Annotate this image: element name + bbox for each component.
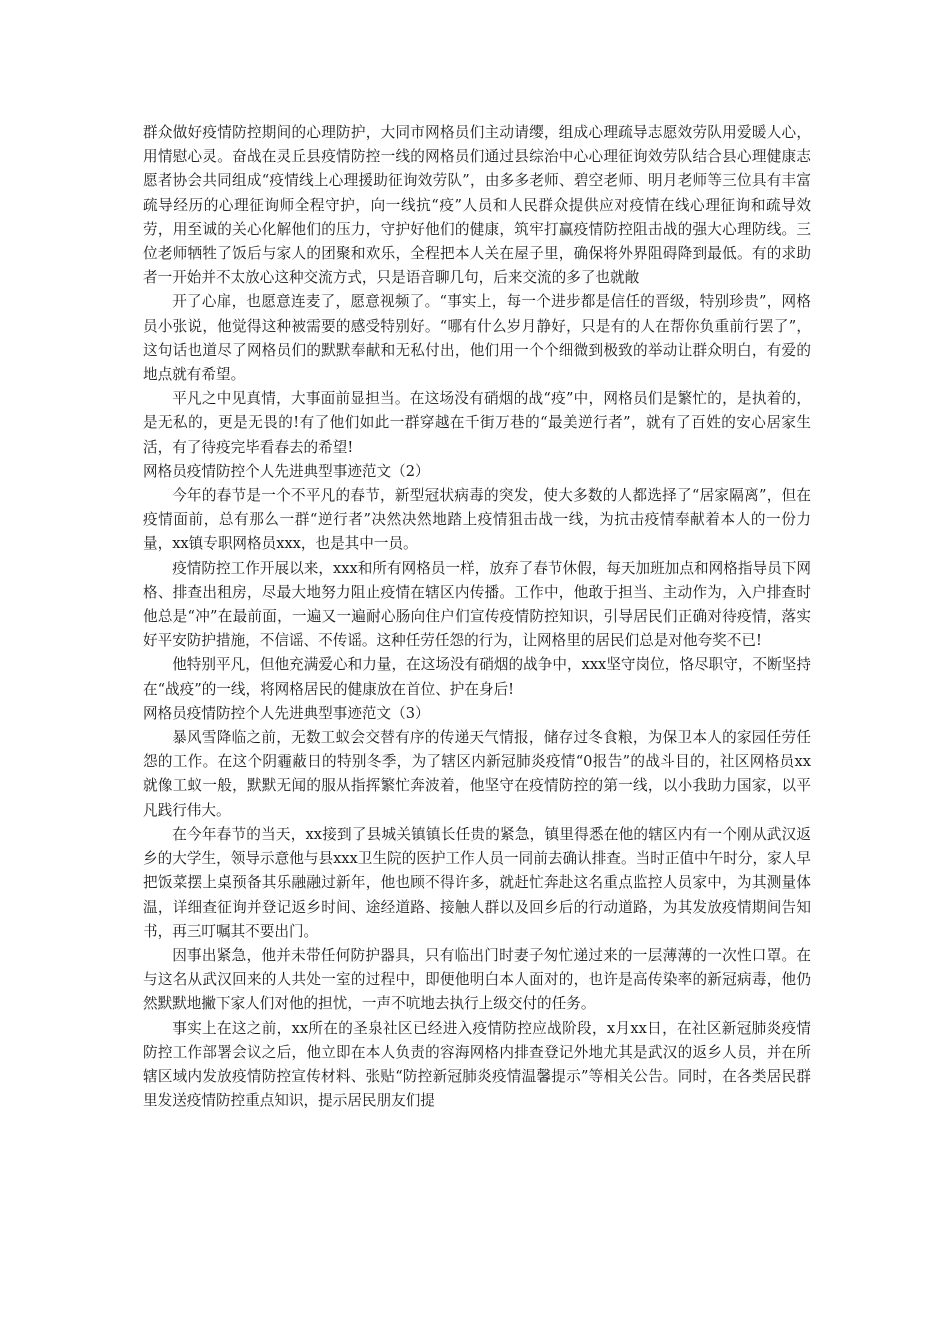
paragraph-7: 暴风雪降临之前，无数工蚁会交替有序的传递天气情报，储存过冬食粮，为保卫本人的家园任劳任怨的工作。在这个阴霾蔽日的特别冬季，为了辖区内新冠肺炎疫情“0报告”的战斗目的，社区网格员xx就像工蚁一般，默默无闻的服从指挥繁忙奔波着，他坚守在疫情防控的第一线，以小我助力国家，以平凡践行伟大。 (143, 729, 811, 819)
paragraph-10: 事实上在这之前，xx所在的圣泉社区已经进入疫情防控应战阶段，x月xx日，在社区新冠肺炎疫情防控工作部署会议之后，他立即在本人负责的容海网格内排查登记外地尤其是武汉的返乡人员，并在所辖区域内发放疫情防控宣传材料、张贴“防控新冠肺炎疫情温馨提示”等相关公告。同时，在各类居民群里发送疫情防控重点知识，提示居民朋友们提 (143, 1019, 811, 1110)
paragraph-4: 今年的春节是一个不平凡的春节，新型冠状病毒的突发，使大多数的人都选择了“居家隔离”，但在疫情面前，总有那么一群“逆行者”决然决然地踏上疫情狙击战一线，为抗击疫情奉献着本人的一份力量，xx镇专职网格员xxx，也是其中一员。 (143, 487, 811, 553)
paragraph-9: 因事出紧急，他并未带任何防护器具，只有临出门时妻子匆忙递过来的一层薄薄的一次性口罩。在与这名从武汉回来的人共处一室的过程中，即便他明白本人面对的，也许是高传染率的新冠病毒，他仍然默默地撇下家人们对他的担忧，一声不吭地去执行上级交付的任务。 (143, 946, 811, 1013)
paragraph-1: 群众做好疫情防控期间的心理防护，大同市网格员们主动请缨，组成心理疏导志愿效劳队用爱暖人心，用情慰心灵。奋战在灵丘县疫情防控一线的网格员们通过县综治中心心理征询效劳队结合县心理健康志愿者协会共同组成“疫情线上心理援助征询效劳队”，由多多老师、碧空老师、明月老师等三位具有丰富疏导经历的心理征询师全程守护，向一线抗“疫”人员和人民群众提供应对疫情在线心理征询和疏导效劳，用至诚的关心化解他们的压力，守护好他们的健康，筑牢打赢疫情防控阻击战的强大心理防线。三位老师牺牲了饭后与家人的团聚和欢乐，全程把本人关在屋子里，确保将外界阻碍降到最低。有的求助者一开始并不太放心这种交流方式，只是语音聊几句，后来交流的多了也就敞 (143, 124, 811, 287)
paragraph-6: 他特别平凡，但他充满爱心和力量，在这场没有硝烟的战争中，xxx坚守岗位，恪尽职守，不断坚持在“战疫”的一线，将网格居民的健康放在首位、护在身后! (143, 656, 811, 698)
paragraph-5: 疫情防控工作开展以来，xxx和所有网格员一样，放弃了春节休假，每天加班加点和网格指导员下网格、排查出租房，尽最大地努力阻止疫情在辖区内传播。工作中，他敢于担当、主动作为，入户排查时他总是“冲”在最前面，一遍又一遍耐心肠向住户们宣传疫情防控知识，引导居民们正确对待疫情，落实好平安防护措施，不信谣、不传谣。这种任劳任怨的行为，让网格里的居民们总是对他夸奖不已! (143, 559, 811, 650)
paragraph-2: 开了心扉，也愿意连麦了，愿意视频了。“事实上，每一个进步都是信任的晋级，特别珍贵”，网格员小张说，他觉得这种被需要的感受特别好。“哪有什么岁月静好，只是有的人在帮你负重前行罢了”，这句话也道尽了网格员们的默默奉献和无私付出，他们用一个个细微到极致的举动让群众明白，有爱的地点就有希望。 (143, 293, 811, 384)
section-heading-3: 网格员疫情防控个人先进典型事迹范文（3） (143, 704, 430, 722)
section-heading-2: 网格员疫情防控个人先进典型事迹范文（2） (143, 462, 430, 480)
paragraph-8: 在今年春节的当天，xx接到了县城关镇镇长任贵的紧急，镇里得悉在他的辖区内有一个刚从武汉返乡的大学生，领导示意他与县xxx卫生院的医护工作人员一同前去确认排查。当时正值中午时分，家人早把饭菜摆上桌预备其乐融融过新年，他也顾不得许多，就赶忙奔赴这名重点监控人员家中，为其测量体温，详细查征询并登记返乡时间、途经道路、接触人群以及回乡后的行动道路，为其发放疫情期间告知书，再三叮嘱其不要出门。 (143, 825, 811, 940)
document-body (143, 121, 811, 1113)
paragraph-3: 平凡之中见真情，大事面前显担当。在这场没有硝烟的战“疫”中，网格员们是繁忙的，是执着的，是无私的，更是无畏的!有了他们如此一群穿越在千街万巷的“最美逆行者”，就有了百姓的安心居家生活，有了待疫完毕看春去的希望! (143, 390, 811, 456)
